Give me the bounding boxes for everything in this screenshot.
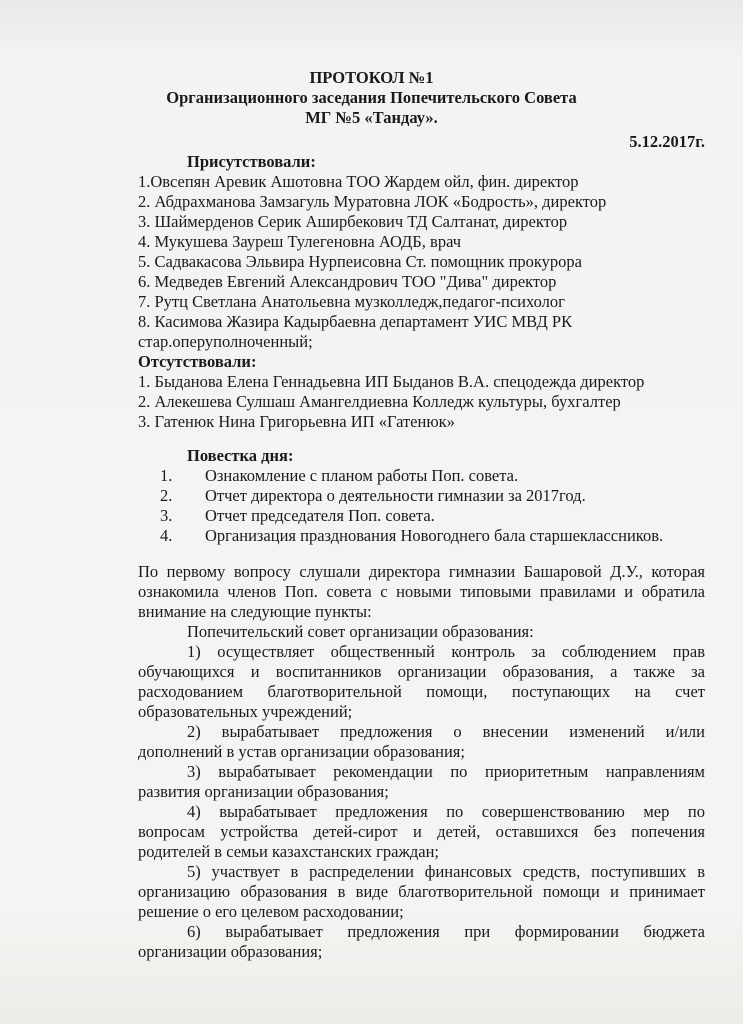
paragraph-line: 2) вырабатывает предложения о внесении изменений и/или — [187, 722, 705, 741]
agenda-number: 2. — [160, 486, 173, 505]
agenda-item: Отчет председателя Поп. совета. — [205, 506, 435, 525]
paragraph-line: родителей в семьи казахстанских граждан; — [138, 842, 439, 861]
paragraph-line: 3) вырабатывает рекомендации по приоритетным направлениям — [187, 762, 705, 781]
paragraph-line: внимание на следующие пункты: — [138, 602, 372, 621]
council-item-2 — [138, 722, 705, 762]
council-item-3 — [138, 762, 705, 802]
agenda-item: Отчет директора о деятельности гимназии за 2017год. — [205, 486, 586, 505]
agenda-heading: Повестка дня: — [187, 446, 294, 465]
agenda-number: 1. — [160, 466, 173, 485]
agenda-number: 3. — [160, 506, 173, 525]
council-item-1 — [138, 642, 705, 722]
paragraph-line: дополнений в устав организации образования; — [138, 742, 465, 761]
absent-item: 3. Гатенюк Нина Григорьевна ИП «Гатенюк» — [138, 412, 455, 431]
agenda-item: Ознакомление с планом работы Поп. совета. — [205, 466, 519, 485]
document-subtitle-2: МГ №5 «Тандау». — [305, 108, 438, 127]
document-title: ПРОТОКОЛ №1 — [309, 68, 434, 87]
council-item-5 — [138, 862, 705, 922]
present-item: 2. Абдрахманова Замзагуль Муратовна ЛОК «Бодрость», директор — [138, 192, 607, 211]
present-heading: Присутствовали: — [187, 152, 316, 171]
paragraph-line: 4) вырабатывает предложения по совершенствованию мер по — [187, 802, 705, 821]
paragraph-line: образовательных учреждений; — [138, 702, 353, 721]
agenda-item: Организация празднования Новогоднего бала старшеклассников. — [205, 526, 664, 545]
council-item-6 — [138, 922, 705, 962]
paragraph-line: 6) вырабатывает предложения при формировании бюджета — [187, 922, 705, 941]
absent-item: 2. Алекешева Сулшаш Амангелдиевна Колледж культуры, бухгалтер — [138, 392, 621, 411]
present-item: 7. Рутц Светлана Анатольевна музколледж,педагог-психолог — [138, 292, 565, 311]
absent-item: 1. Быданова Елена Геннадьевна ИП Быданов В.А. спецодежда директор — [138, 372, 645, 391]
paragraph-line: По первому вопросу слушали директора гимназии Башаровой Д.У., которая — [138, 562, 705, 581]
council-heading: Попечительский совет организации образования: — [187, 622, 534, 641]
present-item: 8. Касимова Жазира Кадырбаевна департамент УИС МВД РК — [138, 312, 573, 331]
agenda-number: 4. — [160, 526, 173, 545]
paragraph-line: расходованием благотворительной помощи, поступающих на счет — [138, 682, 705, 701]
paragraph-line: ознакомила членов Поп. совета с новыми типовыми правилами и обратила — [138, 582, 705, 601]
paragraph-line: организацию образования в виде благотворительной помощи и принимает — [138, 882, 705, 901]
paragraph-line: вопросам устройства детей-сирот и детей, оставшихся без попечения — [138, 822, 705, 841]
paragraph-first-question — [138, 562, 705, 622]
present-item: стар.оперуполноченный; — [138, 332, 313, 351]
present-item: 6. Медведев Евгений Александрович ТОО "Дива" директор — [138, 272, 557, 291]
present-item: 5. Садвакасова Эльвира Нурпеисовна Ст. помощник прокурора — [138, 252, 583, 271]
present-item: 4. Мукушева Зауреш Тулегеновна АОДБ, врач — [138, 232, 462, 251]
paragraph-line: обучающихся и воспитанников организации образования, а также за — [138, 662, 705, 681]
document-subtitle-1: Организационного заседания Попечительского Совета — [166, 88, 577, 107]
paragraph-line: организации образования; — [138, 942, 323, 961]
paragraph-line: 5) участвует в распределении финансовых средств, поступивших в — [187, 862, 705, 881]
council-item-4 — [138, 802, 705, 862]
paragraph-line: 1) осуществляет общественный контроль за соблюдением прав — [187, 642, 705, 661]
present-item: 3. Шаймерденов Серик Аширбекович ТД Салтанат, директор — [138, 212, 568, 231]
paragraph-line: развития организации образования; — [138, 782, 389, 801]
present-item: 1.Овсепян Аревик Ашотовна ТОО Жардем ойл, фин. директор — [138, 172, 579, 191]
document-date: 5.12.2017г. — [629, 132, 705, 151]
absent-heading: Отсутствовали: — [138, 352, 257, 371]
paragraph-line: решение о его целевом расходовании; — [138, 902, 404, 921]
